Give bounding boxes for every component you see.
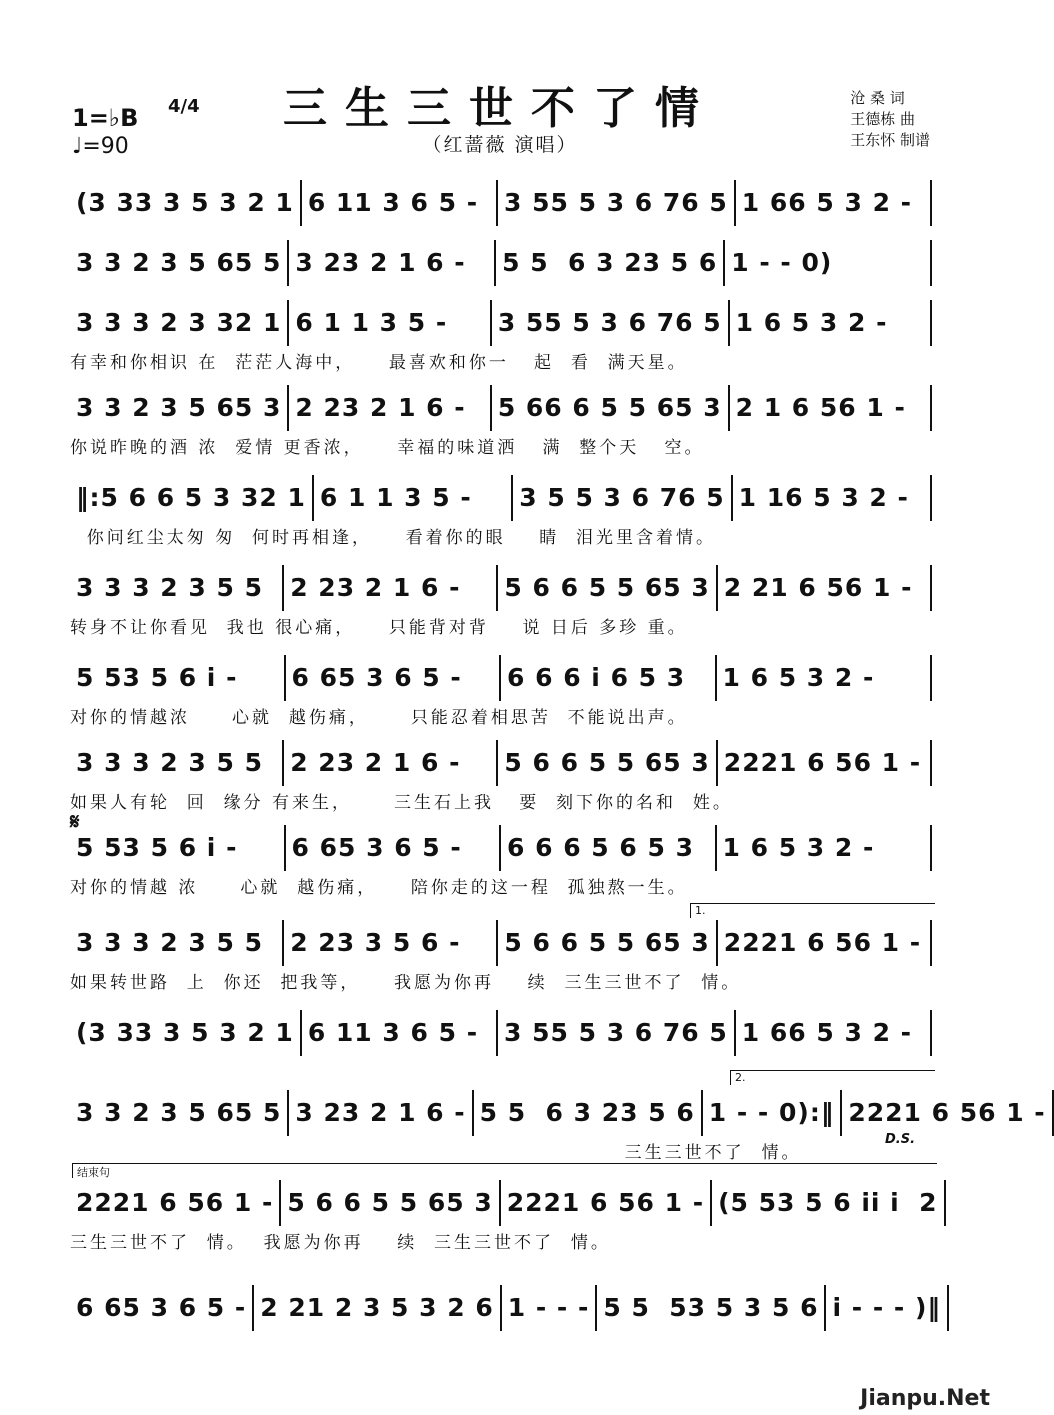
lyrics-line: 三生三世不了 情。 我愿为你再 续 三生三世不了 情。 [70, 1233, 611, 1253]
measure: 3 55 5 3 6 76 5 [496, 180, 734, 226]
measure: 2221 6 56 1 - [76, 1188, 274, 1217]
measure: 2221 6 56 1 - [840, 1090, 1053, 1136]
measure: 3 23 2 1 6 - [287, 240, 494, 286]
score-row [70, 1285, 941, 1365]
notes-line [70, 385, 932, 431]
measure: 3 23 2 1 6 - [287, 1090, 471, 1136]
lyrics-line: 如果转世路 上 你还 把我等， 我愿为你再 续 三生三世不了 情。 [70, 973, 742, 993]
measure: 6 11 3 6 5 - [300, 1010, 496, 1056]
notes-line [70, 565, 932, 611]
measure: 1 - - 0):‖ [701, 1090, 841, 1136]
notes-line [70, 1180, 938, 1226]
score-row [70, 565, 932, 645]
lyrics-line: 有幸和你相识 在 茫茫人海中， 最喜欢和你一 起 看 满天星。 [70, 353, 688, 373]
measure: 5 5 6 3 23 5 6 [472, 1090, 701, 1136]
score-row [70, 1090, 1046, 1170]
measure: 6 65 3 6 5 - [76, 1293, 247, 1322]
time-signature: 4/4 [168, 96, 200, 117]
measure: 6 11 3 6 5 - [300, 180, 496, 226]
score-row [70, 1180, 938, 1260]
measure: 2 1 6 56 1 - [728, 385, 932, 431]
measure: 6 65 3 6 5 - [284, 825, 500, 871]
notes-line [70, 825, 932, 871]
measure: 3 3 2 3 5 65 3 [76, 393, 282, 422]
ending-label: 结束句 [72, 1163, 937, 1178]
measure: 6 65 3 6 5 - [284, 655, 500, 701]
measure: 2 23 2 1 6 - [287, 385, 489, 431]
lyrics-line: 转身不让你看见 我也 很心痛， 只能背对背 说 日后 多珍 重。 [70, 618, 688, 638]
measure: 2 23 2 1 6 - [282, 565, 496, 611]
measure: 5 53 5 6 i - [76, 663, 238, 692]
measure: 6 6 6 5 6 5 3 [499, 825, 715, 871]
measure: 5 5 53 5 3 5 6 [595, 1285, 824, 1331]
measure: 5 5 6 3 23 5 6 [494, 240, 723, 286]
lyrics-line: 对你的情越浓 心就 越伤痛， 只能忍着相思苦 不能说出声。 [70, 708, 688, 728]
measure: 5 6 6 5 5 65 3 [496, 740, 715, 786]
lyrics-line: 你说昨晚的酒 浓 爱情 更香浓， 幸福的味道洒 满 整个天 空。 [70, 438, 705, 458]
score-row [70, 920, 932, 1000]
measure: (3 33 3 5 3 2 1 [76, 188, 294, 217]
measure: 2 21 2 3 5 3 2 6 [252, 1285, 499, 1331]
lyrics-line: 对你的情越 浓 心就 越伤痛， 陪你走的这一程 孤独熬一生。 [70, 878, 688, 898]
notes-line [70, 1285, 941, 1331]
score-row [70, 385, 932, 465]
measure: 6 6 6 i 6 5 3 [499, 655, 715, 701]
measure: (3 33 3 5 3 2 1 [76, 1018, 294, 1047]
measure: 5 6 6 5 5 65 3 [496, 920, 715, 966]
measure: ‖:5 6 6 5 3 32 1 [76, 483, 306, 512]
measure: 3 3 3 2 3 32 1 [76, 308, 282, 337]
measure: 3 3 2 3 5 65 5 [76, 248, 282, 277]
credits [850, 88, 930, 151]
notes-line [70, 180, 932, 226]
measure: 5 66 6 5 5 65 3 [490, 385, 728, 431]
measure: 1 - - - [500, 1285, 596, 1331]
score-row [70, 655, 932, 735]
lyricist-credit: 沧 桑 词 [850, 89, 905, 107]
measure: 5 6 6 5 5 65 3 [496, 565, 715, 611]
measure: 1 66 5 3 2 - [734, 1010, 932, 1056]
notes-line [70, 475, 932, 521]
measure: 2 21 6 56 1 - [716, 565, 932, 611]
lyrics-line: 三生三世不了 情。 [70, 1143, 802, 1163]
measure: 2221 6 56 1 - [716, 740, 932, 786]
watermark: Jianpu.Net [860, 1386, 990, 1411]
measure: 2 23 2 1 6 - [282, 740, 496, 786]
measure: 1 6 5 3 2 - [728, 300, 932, 346]
tempo-marking: ♩=90 [72, 134, 129, 159]
notes-line [70, 655, 932, 701]
arranger-credit: 王东怀 制谱 [850, 131, 930, 149]
measure: 3 3 3 2 3 5 5 [76, 748, 263, 777]
measure: 3 5 5 3 6 76 5 [511, 475, 730, 521]
measure: 3 3 2 3 5 65 5 [76, 1098, 282, 1127]
measure: 1 16 5 3 2 - [731, 475, 932, 521]
volta-2: 2. [730, 1070, 935, 1085]
notes-line [70, 240, 932, 286]
measure: 2 23 3 5 6 - [282, 920, 496, 966]
volta-1: 1. [690, 903, 935, 918]
score-row [70, 740, 932, 820]
notes-line [70, 920, 932, 966]
song-title: 三生三世不了情 [283, 83, 717, 134]
measure: 5 53 5 6 i - [76, 833, 238, 862]
segno-sign: 𝄋 [70, 810, 80, 835]
composer-credit: 王德栋 曲 [850, 110, 915, 128]
measure: 3 3 3 2 3 5 5 [76, 573, 263, 602]
measure: 1 66 5 3 2 - [734, 180, 932, 226]
score-row [70, 475, 932, 555]
measure: 6 1 1 3 5 - [312, 475, 511, 521]
lyrics-line: 如果人有轮 回 缘分 有来生， 三生石上我 要 刻下你的名和 姓。 [70, 793, 733, 813]
notes-line [70, 1010, 932, 1056]
score-row [70, 300, 932, 380]
notes-line [70, 1090, 1046, 1136]
measure: i - - - )‖ [824, 1285, 948, 1331]
notes-line [70, 300, 932, 346]
measure: 1 6 5 3 2 - [715, 825, 933, 871]
measure: 2221 6 56 1 - [499, 1180, 710, 1226]
ds-mark: D.S. [885, 1132, 916, 1147]
measure: 1 - - 0) [723, 240, 932, 286]
score-row [70, 825, 932, 905]
measure: 6 1 1 3 5 - [287, 300, 489, 346]
measure: 5 6 6 5 5 65 3 [279, 1180, 498, 1226]
notes-line [70, 740, 932, 786]
measure: 3 55 5 3 6 76 5 [496, 1010, 734, 1056]
measure: (5 53 5 6 ii i 2 [710, 1180, 945, 1226]
measure: 3 3 3 2 3 5 5 [76, 928, 263, 957]
measure: 1 6 5 3 2 - [715, 655, 933, 701]
measure: 2221 6 56 1 - [716, 920, 932, 966]
measure: 3 55 5 3 6 76 5 [490, 300, 728, 346]
song-subtitle: （红蔷薇 演唱） [422, 134, 578, 156]
key-signature: 1=♭B [72, 104, 139, 132]
lyrics-line: 你问红尘太匆 匆 何时再相逢， 看着你的眼 睛 泪光里含着情。 [70, 528, 717, 548]
